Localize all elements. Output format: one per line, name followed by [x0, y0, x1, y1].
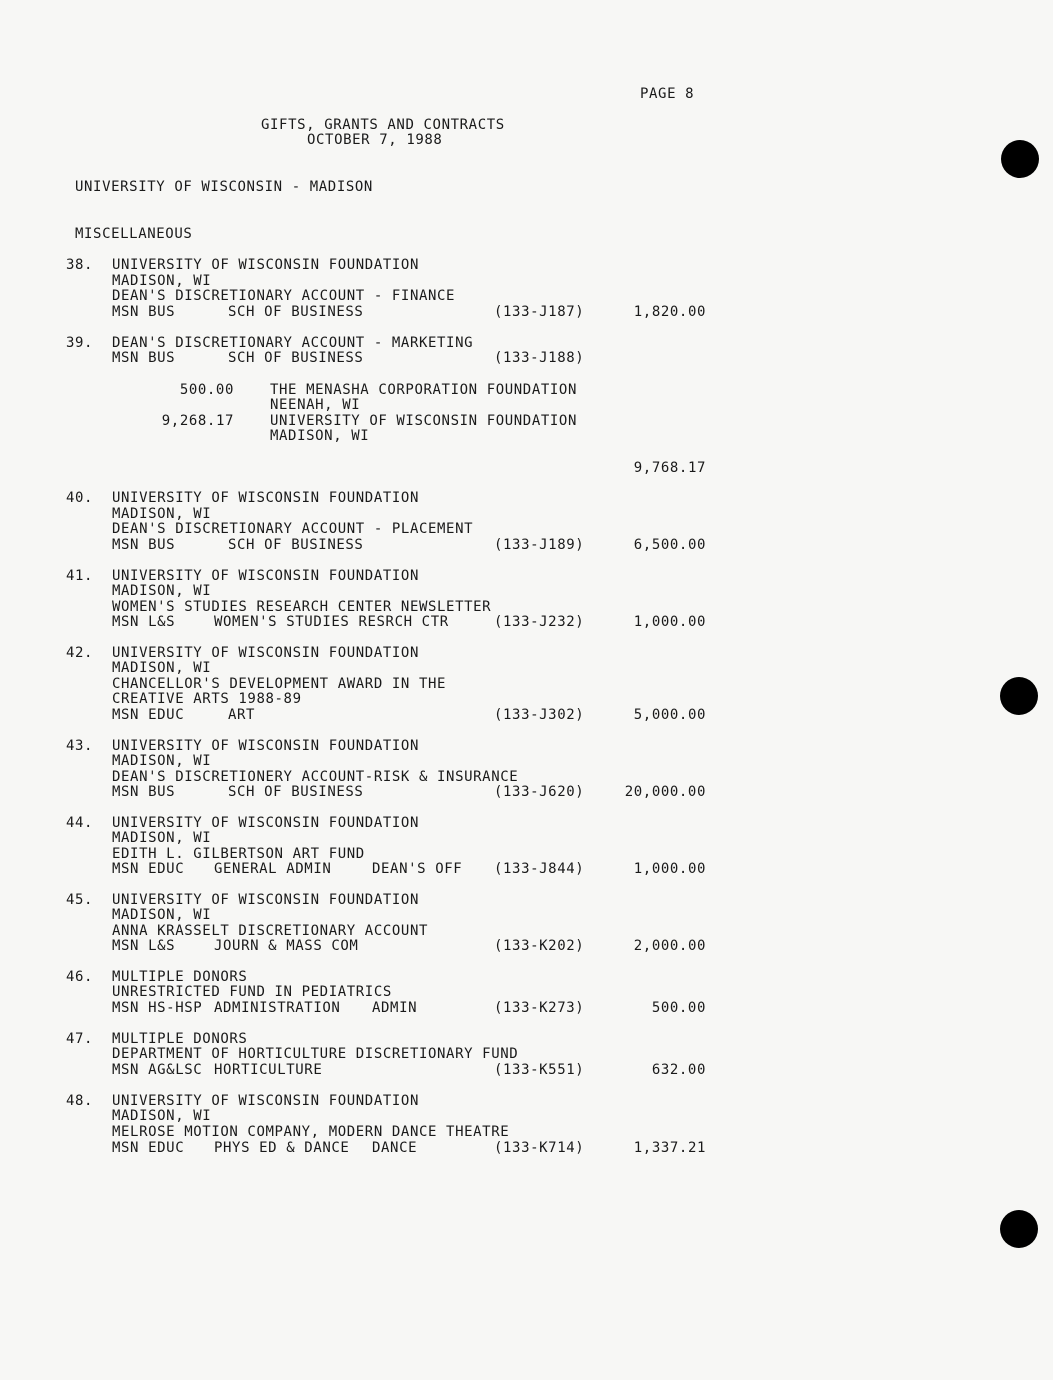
donor-name: UNIVERSITY OF WISCONSIN FOUNDATION	[112, 892, 419, 908]
donor-location: MADISON, WI	[112, 506, 212, 522]
sub-donor-name: UNIVERSITY OF WISCONSIN FOUNDATION	[270, 413, 577, 429]
campus: MSN BUS	[112, 537, 176, 553]
amount: 632.00	[651, 1062, 706, 1078]
department: JOURN & MASS COM	[214, 938, 359, 954]
sub-amount: 9,268.17	[161, 413, 234, 429]
campus: MSN L&S	[112, 938, 176, 954]
purpose: DEAN'S DISCRETIONARY ACCOUNT - FINANCE	[112, 288, 456, 304]
department: PHYS ED & DANCE	[214, 1140, 350, 1156]
amount: 20,000.00	[624, 784, 706, 800]
campus: MSN HS-HSP	[112, 1000, 203, 1016]
donor-location: MADISON, WI	[112, 907, 212, 923]
account-code: (133-J188)	[494, 350, 585, 366]
entry-number: 42.	[66, 645, 94, 661]
amount: 2,000.00	[633, 938, 706, 954]
entry-number: 47.	[66, 1031, 94, 1047]
amount: 1,000.00	[633, 861, 706, 877]
binder-hole-top	[1001, 140, 1039, 178]
campus: MSN BUS	[112, 350, 176, 366]
account-code: (133-J620)	[494, 784, 585, 800]
entry-number: 43.	[66, 738, 94, 754]
document-date: OCTOBER 7, 1988	[307, 132, 443, 148]
entry-number: 44.	[66, 815, 94, 831]
sub-department: ADMIN	[372, 1000, 418, 1016]
donor-name: UNIVERSITY OF WISCONSIN FOUNDATION	[112, 738, 419, 754]
account-code: (133-J232)	[494, 614, 585, 630]
account-code: (133-J189)	[494, 537, 585, 553]
entry-number: 40.	[66, 490, 94, 506]
sub-donor-location: NEENAH, WI	[270, 397, 361, 413]
purpose: WOMEN'S STUDIES RESEARCH CENTER NEWSLETTER	[112, 599, 492, 615]
donor-location: MADISON, WI	[112, 660, 212, 676]
department: SCH OF BUSINESS	[228, 784, 364, 800]
section-heading: MISCELLANEOUS	[75, 226, 193, 242]
sub-donor-location: MADISON, WI	[270, 428, 370, 444]
page-number: PAGE 8	[640, 86, 695, 102]
purpose: EDITH L. GILBERTSON ART FUND	[112, 846, 365, 862]
sub-donor-name: THE MENASHA CORPORATION FOUNDATION	[270, 382, 577, 398]
donor-location: MADISON, WI	[112, 273, 212, 289]
department: ADMINISTRATION	[214, 1000, 341, 1016]
purpose: DEAN'S DISCRETIONARY ACCOUNT - PLACEMENT	[112, 521, 474, 537]
department: GENERAL ADMIN	[214, 861, 332, 877]
sub-amount: 500.00	[179, 382, 234, 398]
entry-number: 41.	[66, 568, 94, 584]
amount: 500.00	[651, 1000, 706, 1016]
purpose: CHANCELLOR'S DEVELOPMENT AWARD IN THE	[112, 676, 447, 692]
purpose-continued: CREATIVE ARTS 1988-89	[112, 691, 302, 707]
account-code: (133-K273)	[494, 1000, 585, 1016]
department: SCH OF BUSINESS	[228, 350, 364, 366]
entry-number: 45.	[66, 892, 94, 908]
purpose: ANNA KRASSELT DISCRETIONARY ACCOUNT	[112, 923, 429, 939]
amount: 1,337.21	[633, 1140, 706, 1156]
entry-number: 48.	[66, 1093, 94, 1109]
entry-number: 46.	[66, 969, 94, 985]
donor-name: UNIVERSITY OF WISCONSIN FOUNDATION	[112, 568, 419, 584]
campus: MSN EDUC	[112, 1140, 185, 1156]
account-code: (133-K551)	[494, 1062, 585, 1078]
total-amount: 9,768.17	[633, 460, 706, 476]
campus: MSN BUS	[112, 304, 176, 320]
sub-department: DANCE	[372, 1140, 418, 1156]
amount: 1,820.00	[633, 304, 706, 320]
sub-department: DEAN'S OFF	[372, 861, 463, 877]
department: SCH OF BUSINESS	[228, 304, 364, 320]
institution-heading: UNIVERSITY OF WISCONSIN - MADISON	[75, 179, 373, 195]
campus: MSN EDUC	[112, 707, 185, 723]
purpose: UNRESTRICTED FUND IN PEDIATRICS	[112, 984, 392, 1000]
donor-location: MADISON, WI	[112, 753, 212, 769]
binder-hole-bottom	[1000, 1210, 1038, 1248]
entry-number: 39.	[66, 335, 94, 351]
purpose: DEAN'S DISCRETIONERY ACCOUNT-RISK & INSURANCE	[112, 769, 519, 785]
account-code: (133-J302)	[494, 707, 585, 723]
purpose: DEPARTMENT OF HORTICULTURE DISCRETIONARY FUND	[112, 1046, 519, 1062]
campus: MSN BUS	[112, 784, 176, 800]
department: SCH OF BUSINESS	[228, 537, 364, 553]
donor-name: UNIVERSITY OF WISCONSIN FOUNDATION	[112, 1093, 419, 1109]
campus: MSN L&S	[112, 614, 176, 630]
purpose: MELROSE MOTION COMPANY, MODERN DANCE THEATRE	[112, 1124, 510, 1140]
donor-name: UNIVERSITY OF WISCONSIN FOUNDATION	[112, 257, 419, 273]
document-title: GIFTS, GRANTS AND CONTRACTS	[261, 117, 505, 133]
donor-name: UNIVERSITY OF WISCONSIN FOUNDATION	[112, 815, 419, 831]
donor-name: MULTIPLE DONORS	[112, 969, 248, 985]
amount: 6,500.00	[633, 537, 706, 553]
department: ART	[228, 707, 256, 723]
donor-location: MADISON, WI	[112, 830, 212, 846]
amount: 1,000.00	[633, 614, 706, 630]
account-code: (133-J187)	[494, 304, 585, 320]
account-code: (133-K714)	[494, 1140, 585, 1156]
account-code: (133-J844)	[494, 861, 585, 877]
department: HORTICULTURE	[214, 1062, 323, 1078]
purpose: DEAN'S DISCRETIONARY ACCOUNT - MARKETING	[112, 335, 474, 351]
campus: MSN EDUC	[112, 861, 185, 877]
campus: MSN AG&LSC	[112, 1062, 203, 1078]
donor-name: UNIVERSITY OF WISCONSIN FOUNDATION	[112, 645, 419, 661]
donor-name: MULTIPLE DONORS	[112, 1031, 248, 1047]
binder-hole-middle	[1000, 677, 1038, 715]
department: WOMEN'S STUDIES RESRCH CTR	[214, 614, 449, 630]
amount: 5,000.00	[633, 707, 706, 723]
account-code: (133-K202)	[494, 938, 585, 954]
donor-location: MADISON, WI	[112, 583, 212, 599]
entry-number: 38.	[66, 257, 94, 273]
donor-location: MADISON, WI	[112, 1108, 212, 1124]
donor-name: UNIVERSITY OF WISCONSIN FOUNDATION	[112, 490, 419, 506]
